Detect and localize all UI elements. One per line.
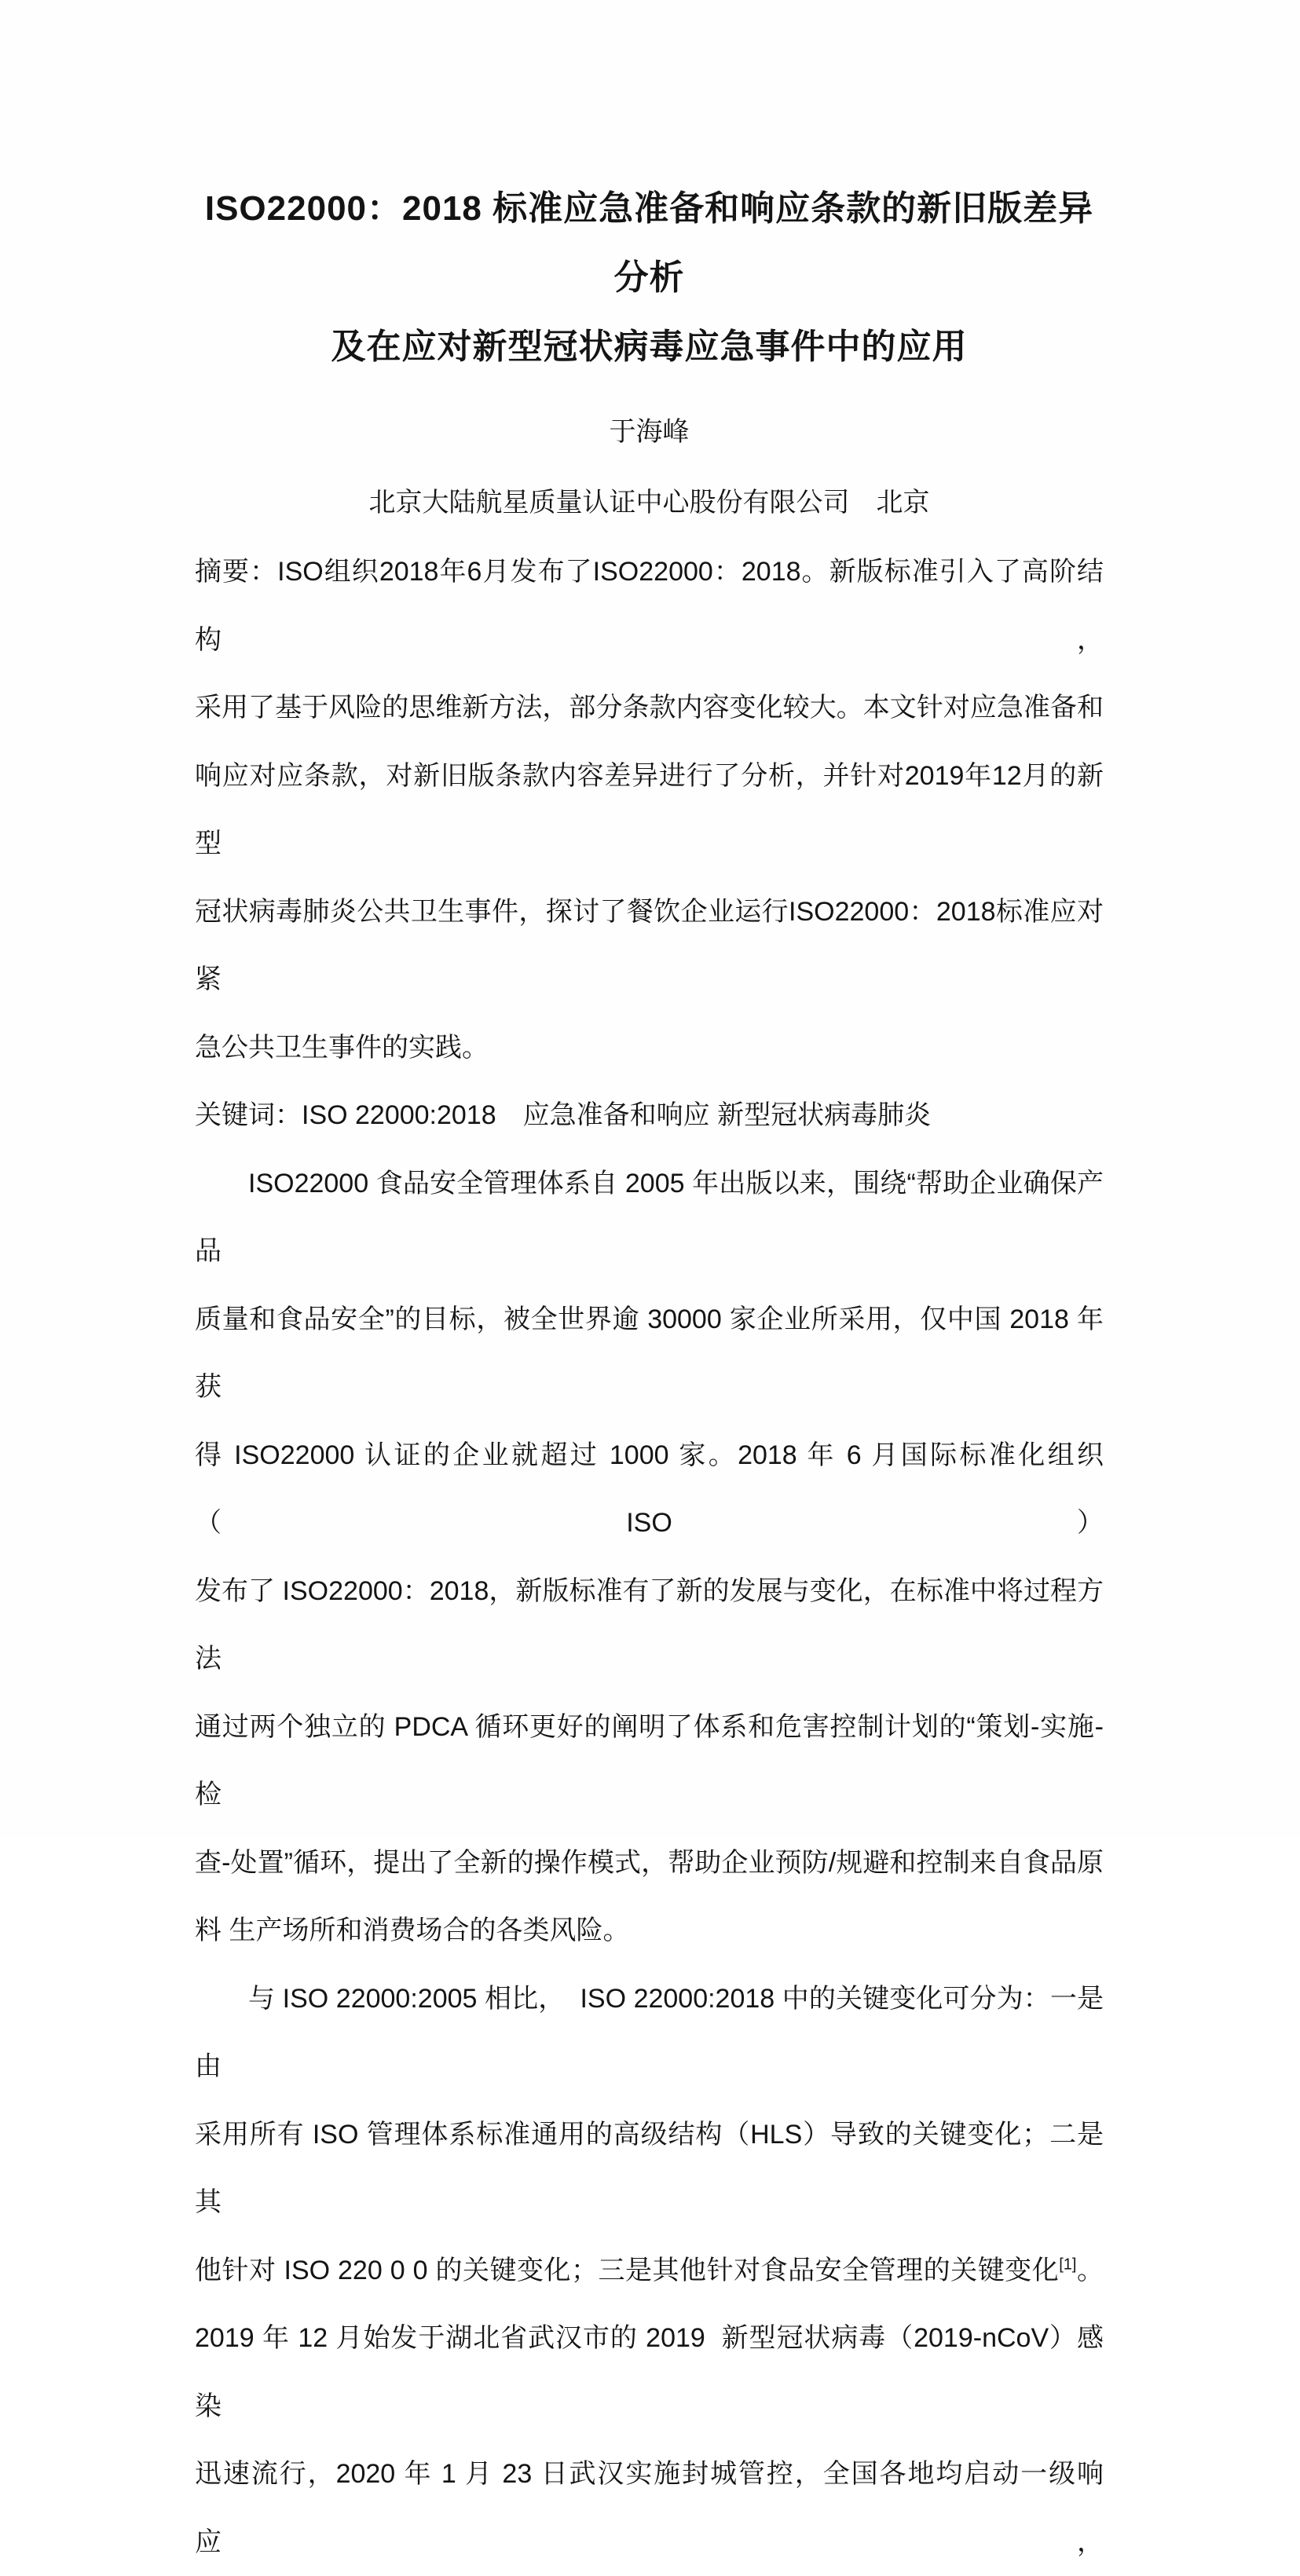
keywords-line: 关键词：ISO 22000:2018 应急准备和响应 新型冠状病毒肺炎 <box>195 1081 1104 1150</box>
author-affiliation: 北京大陆航星质量认证中心股份有限公司 北京 <box>195 467 1104 538</box>
body-text-line: 采用所有 ISO 管理体系标准通用的高级结构（HLS）导致的关键变化；二是其 <box>195 2101 1104 2237</box>
abstract-line: 急公共卫生事件的实践。 <box>195 1014 1104 1082</box>
abstract-line: 采用了基于风险的思维新方法，部分条款内容变化较大。本文针对应急准备和 <box>195 674 1104 742</box>
abstract-line: 摘要：ISO组织2018年6月发布了ISO22000：2018。新版标准引入了高阶结构， <box>195 538 1104 674</box>
body-text-line: 与 ISO 22000:2005 相比， ISO 22000:2018 中的关键变化可分为：一是由 <box>195 1965 1104 2101</box>
abstract-line: 响应对应条款，对新旧版条款内容差异进行了分析，并针对2019年12月的新型 <box>195 742 1104 878</box>
footnote-reference: [1] <box>1059 2256 1076 2273</box>
body-text-line: 发布了 ISO22000：2018，新版标准有了新的发展与变化，在标准中将过程方法 <box>195 1557 1104 1693</box>
body-text-line: 2019 年 12 月始发于湖北省武汉市的 2019 新型冠状病毒（2019-nCoV）感染 <box>195 2304 1104 2440</box>
body-paragraph-1 <box>195 1150 1104 1965</box>
abstract-line: 冠状病毒肺炎公共卫生事件，探讨了餐饮企业运行ISO22000：2018标准应对紧 <box>195 878 1104 1014</box>
body-text-line: 他针对 ISO 220 0 0 的关键变化；三是其他针对食品安全管理的关键变化[1]。 <box>195 2237 1104 2305</box>
body-text-line: 质量和食品安全”的目标，被全世界逾 30000 家企业所采用，仅中国 2018 年获 <box>195 1286 1104 1422</box>
body-text-line: 通过两个独立的 PDCA 循环更好的阐明了体系和危害控制计划的“策划-实施-检 <box>195 1693 1104 1829</box>
body-text-line: 得 ISO22000 认证的企业就超过 1000 家。2018 年 6 月国际标准化组织（ISO） <box>195 1422 1104 1557</box>
body-text-line: 查-处置”循环，提出了全新的操作模式，帮助企业预防/规避和控制来自食品原 <box>195 1829 1104 1897</box>
abstract-paragraph <box>195 538 1104 1081</box>
body-text-line: 料 生产场所和消费场合的各类风险。 <box>195 1897 1104 1965</box>
paper-title-line: ISO22000：2018 标准应急准备和响应条款的新旧版差异分析 <box>195 174 1104 313</box>
body-text-line: ISO22000 食品安全管理体系自 2005 年出版以来，围绕“帮助企业确保产品 <box>195 1150 1104 1286</box>
body-paragraph-2 <box>195 1965 1104 2576</box>
paper-title <box>195 174 1104 382</box>
paper-title-line: 及在应对新型冠状病毒应急事件中的应用 <box>195 313 1104 382</box>
author-name: 于海峰 <box>195 397 1104 467</box>
body-text-line: 迅速流行，2020 年 1 月 23 日武汉实施封城管控，全国各地均启动一级响应， <box>195 2440 1104 2576</box>
